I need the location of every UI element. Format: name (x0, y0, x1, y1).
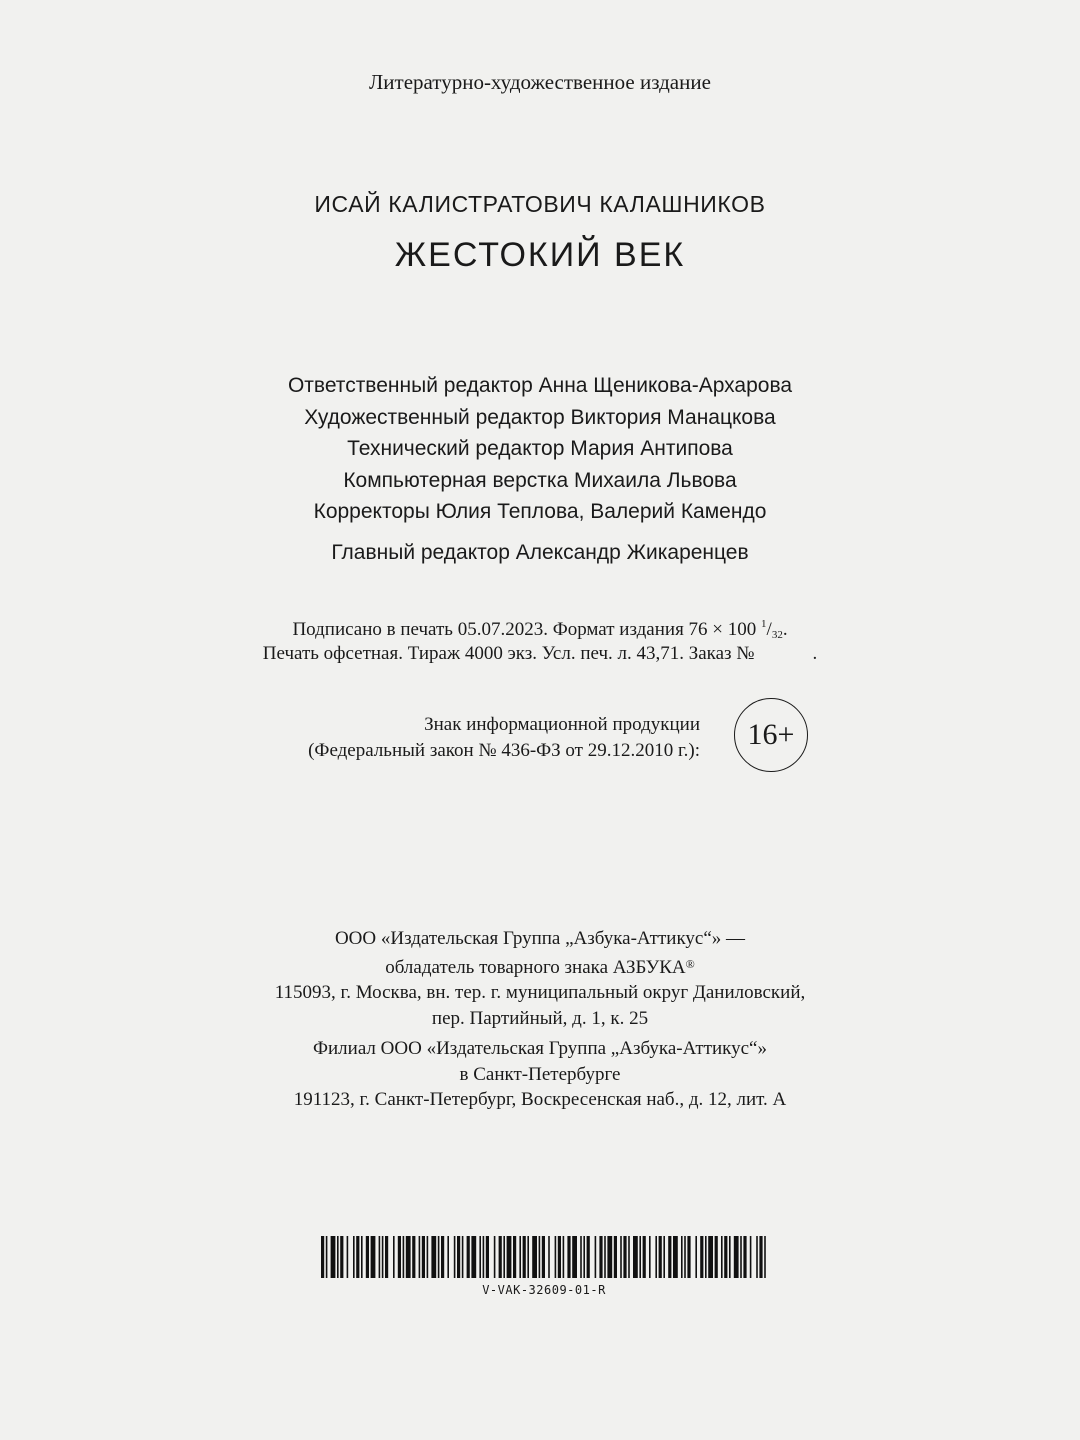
barcode-bar (331, 1236, 336, 1278)
barcode-bar (558, 1236, 561, 1278)
barcode-bar (454, 1236, 456, 1278)
barcode-bar (431, 1236, 436, 1278)
barcode-bar (385, 1236, 388, 1278)
barcode-bar (687, 1236, 690, 1278)
barcode-bar (371, 1236, 376, 1278)
barcode-bar (483, 1236, 485, 1278)
publisher-address-line: 115093, г. Москва, вн. тер. г. муниципальный округ Даниловский, (274, 982, 806, 1003)
chief-editor: Главный редактор Александр Жикаренцев (331, 541, 749, 564)
barcode-bar (494, 1236, 496, 1278)
barcode-bar (649, 1236, 651, 1278)
format-fraction-numerator: 1 (761, 618, 767, 630)
edition-type: Литературно-художественное издание (369, 70, 711, 94)
barcode-bar (353, 1236, 355, 1278)
branch-address-line: 191123, г. Санкт-Петербург, Воскресенская наб., д. 12, лит. А (293, 1089, 787, 1110)
barcode-bar (479, 1236, 481, 1278)
barcode-bar (486, 1236, 489, 1278)
barcode-bar (759, 1236, 762, 1278)
barcode-bar (659, 1236, 662, 1278)
barcode-bar (684, 1236, 686, 1278)
barcode-bar (321, 1236, 324, 1278)
barcode-bar (382, 1236, 384, 1278)
barcode-bar (447, 1236, 449, 1278)
barcode-bar (548, 1236, 550, 1278)
print-line-2-end: . (812, 643, 818, 664)
barcode-bar (356, 1236, 359, 1278)
barcode-bar (595, 1236, 597, 1278)
barcode-bar (398, 1236, 401, 1278)
print-info-line-2 (0, 643, 1080, 665)
barcode-bar (756, 1236, 758, 1278)
barcode-bar (668, 1236, 671, 1278)
format-fraction-slash: / (766, 619, 772, 640)
barcode-bar (580, 1236, 582, 1278)
barcode-bar (705, 1236, 707, 1278)
info-sign-law-line: (Федеральный закон № 436-ФЗ от 29.12.2010 г.): (308, 740, 700, 761)
publisher-trademark-line (0, 952, 1080, 981)
barcode-bar (519, 1236, 521, 1278)
barcode-bar (572, 1236, 577, 1278)
barcode-bar (379, 1236, 381, 1278)
barcode-bar (419, 1236, 421, 1278)
credit-line: Компьютерная верстка Михаила Львова (343, 468, 737, 492)
barcode-bar (503, 1236, 505, 1278)
barcode-bar (715, 1236, 718, 1278)
barcode-bar (507, 1236, 512, 1278)
credit-line: Художественный редактор Виктория Манацкова (304, 405, 776, 429)
barcode-bar (427, 1236, 429, 1278)
barcode-bar (740, 1236, 742, 1278)
barcode-bar (563, 1236, 565, 1278)
barcode-bar (347, 1236, 349, 1278)
barcode-bar (361, 1236, 363, 1278)
barcode-bar (695, 1236, 697, 1278)
barcode-bar (527, 1236, 529, 1278)
barcode-bar (628, 1236, 630, 1278)
barcode-bar (604, 1236, 606, 1278)
barcode-bar (639, 1236, 641, 1278)
barcode-bar (337, 1236, 339, 1278)
publisher-block (0, 926, 1080, 1113)
barcode-bar (700, 1236, 703, 1278)
barcode-bar (340, 1236, 343, 1278)
registered-mark: ® (685, 956, 695, 971)
barcode-bar (366, 1236, 369, 1278)
barcode-bar (623, 1236, 626, 1278)
barcode-bar (599, 1236, 602, 1278)
barcode-bar (614, 1236, 617, 1278)
branch-line: в Санкт-Петербурге (459, 1063, 621, 1085)
format-fraction-denominator: 32 (771, 629, 783, 641)
publisher-address-line: пер. Партийный, д. 1, к. 25 (431, 1007, 649, 1029)
barcode-bar (542, 1236, 545, 1278)
publisher-line: ООО «Издательская Группа „Азбука-Аттикус“» — (334, 928, 746, 949)
barcode-bar (499, 1236, 502, 1278)
barcode-bar (643, 1236, 646, 1278)
barcode-bar (457, 1236, 460, 1278)
barcode-bar (403, 1236, 405, 1278)
barcode-bar (764, 1236, 766, 1278)
book-title: ЖЕСТОКИЙ ВЕК (394, 236, 686, 274)
barcode-bar (663, 1236, 665, 1278)
trademark-text: обладатель товарного знака АЗБУКА (385, 956, 686, 978)
print-line-1-end: . (782, 619, 788, 640)
print-signed-format: Подписано в печать 05.07.2023. Формат издания 76 × 100 (292, 619, 762, 640)
barcode-bar (441, 1236, 444, 1278)
age-rating-badge (734, 698, 808, 772)
barcode-bar (467, 1236, 470, 1278)
barcode-bar (471, 1236, 476, 1278)
info-sign-label-line: Знак информационной продукции (424, 714, 700, 735)
barcode-bar (620, 1236, 622, 1278)
barcode-bar (750, 1236, 752, 1278)
barcode-bar (655, 1236, 657, 1278)
barcode-bar (393, 1236, 395, 1278)
barcode-bar (681, 1236, 683, 1278)
barcode-code: V-VAK-32609-01-R (482, 1283, 606, 1297)
barcode-bar (743, 1236, 746, 1278)
barcode (321, 1236, 766, 1278)
barcode-bar (523, 1236, 526, 1278)
print-run-order: Печать офсетная. Тираж 4000 экз. Усл. печ. л. 43,71. Заказ № (262, 643, 755, 664)
barcode-bar (513, 1236, 516, 1278)
barcode-bar (587, 1236, 590, 1278)
barcode-bar (583, 1236, 585, 1278)
barcode-bar (721, 1236, 723, 1278)
barcode-bar (567, 1236, 570, 1278)
barcode-bar (406, 1236, 411, 1278)
print-info-line-1 (0, 618, 1080, 641)
barcode-bar (532, 1236, 537, 1278)
barcode-bar (555, 1236, 557, 1278)
barcode-bar (462, 1236, 464, 1278)
barcode-bar (673, 1236, 678, 1278)
credit-line: Ответственный редактор Анна Щеникова-Архарова (287, 374, 793, 397)
branch-line: Филиал ООО «Издательская Группа „Азбука-Аттикус“» (313, 1038, 767, 1059)
barcode-bar (734, 1236, 739, 1278)
credits-block (0, 370, 1080, 528)
barcode-bar (724, 1236, 727, 1278)
credit-line: Корректоры Юлия Теплова, Валерий Камендо (313, 500, 767, 523)
barcode-bar (633, 1236, 638, 1278)
barcode-bar (539, 1236, 541, 1278)
barcode-bar (708, 1236, 713, 1278)
barcode-bar (412, 1236, 415, 1278)
info-sign-label (250, 712, 700, 764)
barcode-bar (729, 1236, 731, 1278)
barcode-bar (607, 1236, 612, 1278)
barcode-bar (438, 1236, 440, 1278)
barcode-bar (326, 1236, 328, 1278)
author-name: ИСАЙ КАЛИСТРАТОВИЧ КАЛАШНИКОВ (314, 191, 766, 217)
age-rating-text: 16+ (747, 718, 795, 751)
barcode-bar (422, 1236, 425, 1278)
credit-line: Технический редактор Мария Антипова (347, 437, 733, 460)
